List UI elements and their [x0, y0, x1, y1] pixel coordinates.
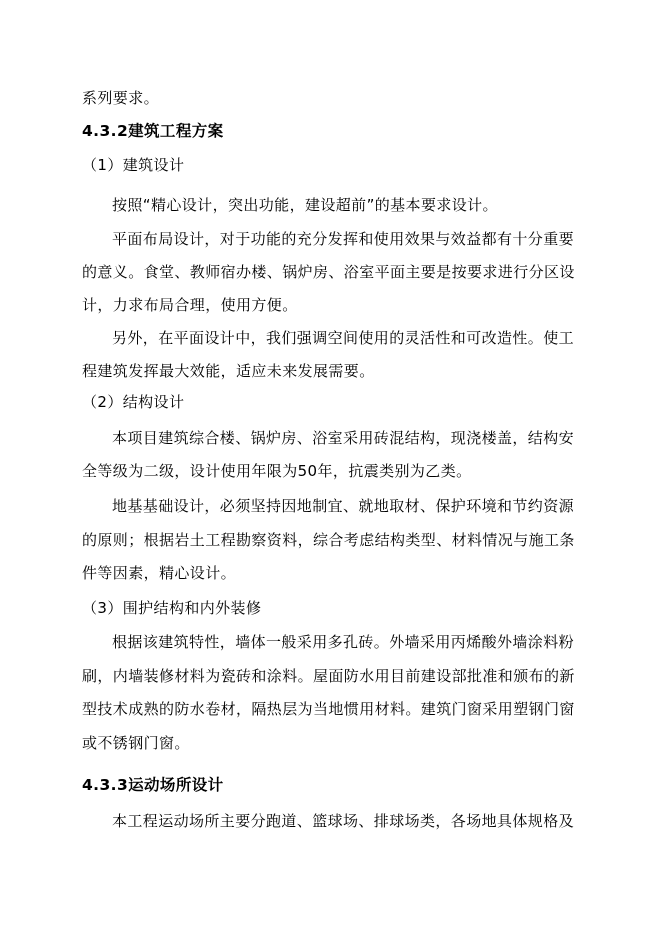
paragraph-line: 的原则；根据岩土工程勘察资料，综合考虑结构类型、材料情况与施工条	[82, 531, 575, 549]
paragraph-line: 平面布局设计，对于功能的充分发挥和使用效果与效益都有十分重要	[112, 230, 575, 248]
paragraph-line: 本工程运动场所主要分跑道、篮球场、排球场类，各场地具体规格及	[112, 812, 575, 830]
paragraph-line: 另外，在平面设计中，我们强调空间使用的灵活性和可改造性。使工	[112, 329, 575, 347]
paragraph-line: 本项目建筑综合楼、锅炉房、浴室采用砖混结构，现浇楼盖，结构安	[112, 429, 575, 447]
paragraph-line: 型技术成熟的防水卷材，隔热层为当地惯用材料。建筑门窗采用塑钢门窗	[82, 700, 575, 718]
subheading-architecture-design: （1）建筑设计	[82, 156, 185, 174]
subheading-enclosure-structure: （3）围护结构和内外装修	[82, 599, 262, 617]
section-heading-4-3-2: 4.3.2建筑工程方案	[82, 122, 224, 140]
paragraph-line: 根据该建筑特性，墙体一般采用多孔砖。外墙采用丙烯酸外墙涂料粉	[112, 633, 575, 651]
paragraph-line: 的意义。食堂、教师宿办楼、锅炉房、浴室平面主要是按要求进行分区设	[82, 263, 575, 281]
paragraph-line: 程建筑发挥最大效能，适应未来发展需要。	[82, 362, 375, 380]
text-line: 系列要求。	[82, 89, 160, 107]
paragraph-line: 刷，内墙装修材料为瓷砖和涂料。屋面防水用目前建设部批准和颁布的新	[82, 667, 575, 685]
paragraph-line: 全等级为二级，设计使用年限为50年，抗震类别为乙类。	[82, 462, 472, 480]
paragraph-line: 件等因素，精心设计。	[82, 564, 237, 582]
paragraph-line: 地基基础设计，必须坚持因地制宜、就地取材、保护环境和节约资源	[112, 497, 575, 515]
paragraph-line: 计，力求布局合理，使用方便。	[82, 296, 298, 314]
paragraph-line: 按照“精心设计，突出功能，建设超前”的基本要求设计。	[112, 196, 498, 214]
subheading-structure-design: （2）结构设计	[82, 393, 185, 411]
section-heading-4-3-3: 4.3.3运动场所设计	[82, 776, 224, 794]
paragraph-line: 或不锈钢门窗。	[82, 734, 190, 752]
